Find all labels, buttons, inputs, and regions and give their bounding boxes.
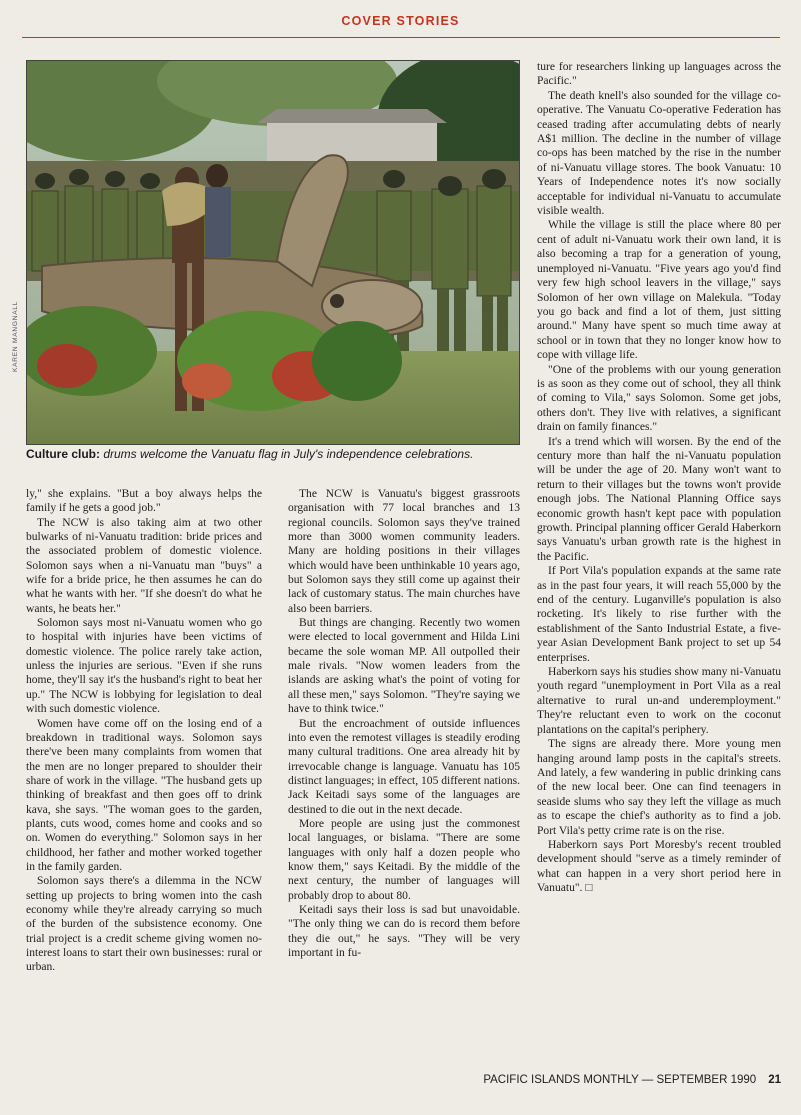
- paragraph: But the encroachment of outside influences into even the remotest villages is steadily eroding many cultural traditions. One area already hit by irrevocable change is language. Vanuatu has 105 distinct languages; in effect, 105 different nations. Jack Keitadi says some of the languages are destined to die out in the next decade.: [288, 717, 520, 816]
- cover-photo: [26, 60, 520, 445]
- paragraph: The death knell's also sounded for the village co-operative. The Vanuatu Co-operative Federation has ceased trading after accumulating debts of nearly A$1 million. The decline in the number of village co-ops has been matched by the rise in the number of ni-Vanuatu village stores. The book Vanuatu: 10 Years of Independence notes it's now socially acceptable for individual ni-Vanuatu to accumulate visible wealth.: [537, 89, 781, 218]
- photo-caption: [26, 447, 520, 462]
- paragraph: ly," she explains. "But a boy always helps the family if he gets a good job.": [26, 488, 262, 515]
- article-column-1: [26, 487, 262, 975]
- article-column-3: [537, 60, 781, 896]
- paragraph: The NCW is Vanuatu's biggest grassroots organisation with 77 local branches and 13 regional councils. Solomon says they've trained more than 3000 women community leaders. Many are holding positions in their villages which would have been unthinkable 10 years ago, but Solomon says they still come up against their lack of customary status. The main churches have also been barriers.: [288, 488, 520, 615]
- page-number: 21: [768, 1074, 781, 1086]
- paragraph: Solomon says most ni-Vanuatu women who go to hospital with injuries have been victims of domestic violence. The police rarely take action, unless the injuries are serious. "Even if she runs home, they'll say it's the husband's right to beat her up." The NCW is lobbying for legislation to deal with such domestic violence.: [26, 617, 262, 716]
- article-column-2: [288, 487, 520, 960]
- header-rule: [22, 37, 780, 38]
- paragraph: If Port Vila's population expands at the same rate as in the past four years, it will reach 55,000 by the end of the century. Luganville's population is also rocketing. It's likely to rise further with the establishment of the Santo Industrial Estate, a five-year Asian Development Bank project to set up 54 enterprises.: [537, 565, 781, 664]
- caption-text: drums welcome the Vanuatu flag in July's independence celebrations.: [100, 447, 474, 461]
- paragraph: Haberkorn says his studies show many ni-Vanuatu youth regard "unemployment in Port Vila as a real alternative to rural un-and underemployment." They're reluctant even to work on the coconut plantations on the capital's periphery.: [537, 666, 781, 736]
- photo-credit: KAREN MANGNALL: [12, 300, 19, 372]
- paragraph: ture for researchers linking up languages across the Pacific.": [537, 61, 781, 88]
- paragraph: It's a trend which will worsen. By the end of the century more than half the ni-Vanuatu population will be under the age of 20. Many won't want to return to their villages but the towns won't provide enough jobs. The National Planning Office says economic growth hasn't kept pace with population growth. Principal planning officer Gerald Haberkorn says Vanuatu's urban growth rate is the highest in the Pacific.: [537, 435, 781, 563]
- paragraph: The signs are already there. More young men hanging around lamp posts in the capital's streets. And lately, a few wandering in public drinking cans of the new local beer. One can find teenagers in seaside slums who say they left the village as much as to escape the chief's authority as to find a job. Port Vila's petty crime rate is on the rise.: [537, 738, 781, 837]
- paragraph: Women have come off on the losing end of a breakdown in traditional ways. Solomon says there've been many complaints from women that the men are no longer prepared to shoulder their share of work in the village. "The husband gets up thinking of breakfast and then goes off to drink kava, she says. "The woman goes to the garden, plants, cuts wood, comes home and cooks and so on. Women do everything." Solomon says in her childhood, her father and mother worked together in the family garden.: [26, 717, 262, 873]
- paragraph: More people are using just the commonest local languages, or bislama. "There are some languages with only half a dozen people who know them," says Keitadi. By the middle of the next century, the number of languages will probably drop to about 80.: [288, 817, 520, 902]
- paragraph: "One of the problems with our young generation is as soon as they come out of school, they all think of coming to Vila," says Solomon. Some get jobs, others don't. They live with relatives, a significant drain on family finances.": [537, 363, 781, 434]
- publication-line: PACIFIC ISLANDS MONTHLY — SEPTEMBER 1990: [483, 1074, 757, 1086]
- photo-illustration: [27, 61, 520, 445]
- page-footer: [0, 1074, 781, 1086]
- paragraph: The NCW is also taking aim at two other bulwarks of ni-Vanuatu tradition: bride prices and the associated problem of domestic violence. Solomon says when a ni-Vanuatu man "buys" a wife for a bride price, he then assumes he can do what he wants with her. "If she doesn't do what he wants, he beats her.": [26, 516, 262, 615]
- paragraph: Haberkorn says Port Moresby's recent troubled development should "serve as a timely reminder of what can happen in a very short period here in Vanuatu". □: [537, 838, 781, 895]
- caption-lead: Culture club:: [26, 447, 100, 461]
- paragraph: While the village is still the place where 80 per cent of adult ni-Vanuatu work their own land, it is also becoming a trap for a generation of young, unemployed ni-Vanuatu. "Five years ago you'd find very few high school leavers in the village," says Solomon of her own village on Malekula. "Today you go back and find a lot of them, just sitting around." Many have spent so much time away at school or in town that they no longer know how to cope with village life.: [537, 219, 781, 362]
- section-header: COVER STORIES: [341, 14, 460, 28]
- paragraph: Keitadi says their loss is sad but unavoidable. "The only thing we can do is record them before they die out," he says. "They will be very important in fu-: [288, 903, 520, 959]
- paragraph: But things are changing. Recently two women were elected to local government and Hilda Lini became the sole woman MP. All outpolled their male rivals. "Now women leaders from the islands are asking what's the point of voting for all these men," says Solomon. "They're saying we have to think twice.": [288, 617, 520, 716]
- paragraph: Solomon says there's a dilemma in the NCW setting up projects to bring women into the cash economy while they're already carrying so much of the burden of the subsistence economy. One trial project is a credit scheme giving women no-interest loans to start their own businesses: rural or urban.: [26, 875, 262, 974]
